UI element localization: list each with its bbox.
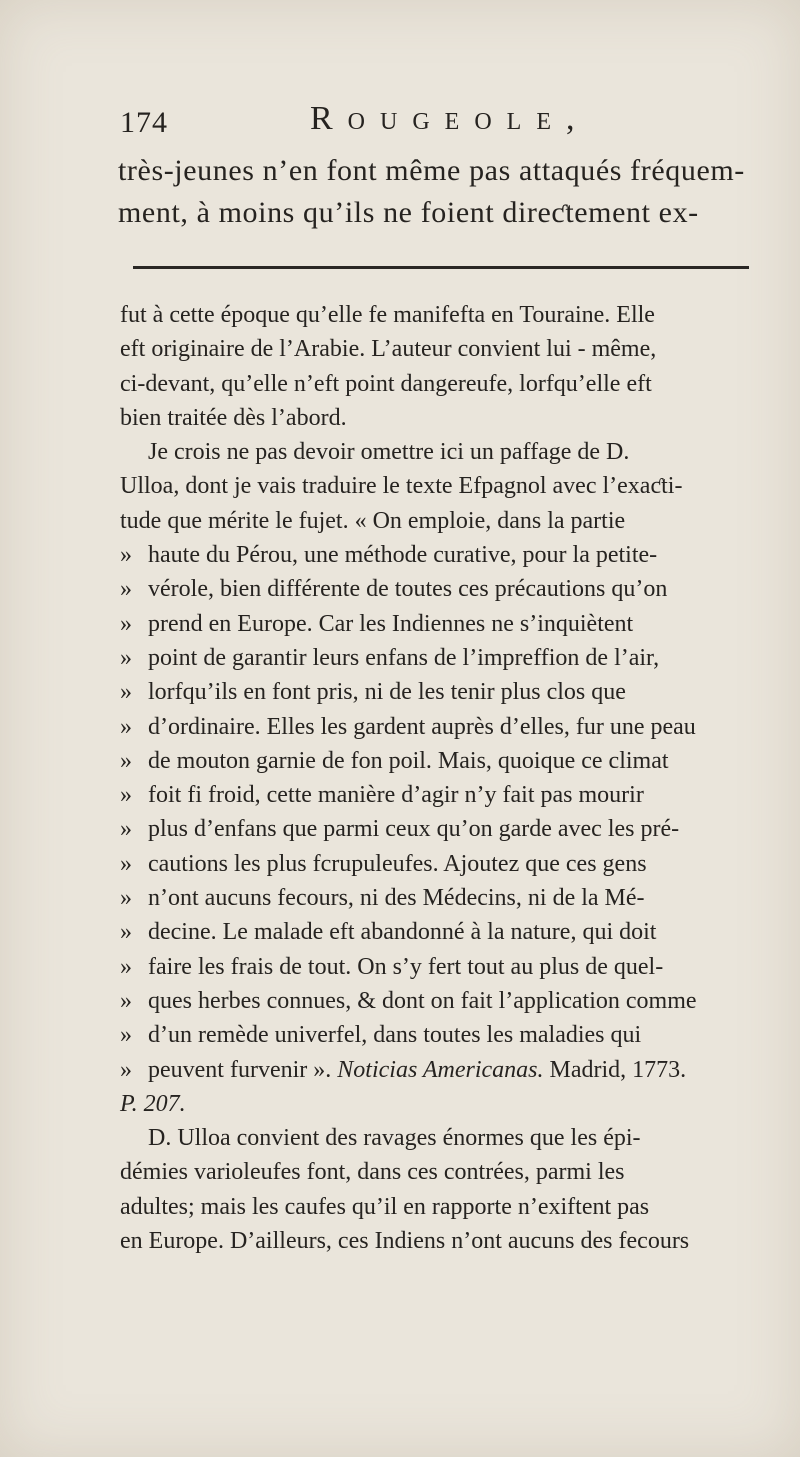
quote-mark: »: [120, 987, 132, 1014]
quote-line-text: prend en Europe. Car les Indiennes ne s’inquiètent: [148, 610, 634, 637]
quote-line: [120, 641, 760, 675]
quote-line-text: cautions les plus fcrupuleufes. Ajoutez que ces gens: [148, 850, 647, 877]
quote-line: [120, 607, 760, 641]
quote-mark: »: [120, 713, 132, 740]
quote-mark: »: [120, 610, 132, 637]
quote-line-text: de mouton garnie de fon poil. Mais, quoique ce climat: [148, 747, 669, 774]
quote-mark: »: [120, 576, 132, 603]
text-line: adultes; mais les caufes qu’il en rapporte n’exiftent pas: [120, 1193, 650, 1220]
quote-line: [120, 710, 760, 744]
page-header: [120, 100, 760, 140]
text-line: fut à cette époque qu’elle fe manifefta en Touraine. Elle: [120, 302, 655, 328]
quote-line: [120, 847, 760, 881]
citation-page: P. 207.: [120, 1090, 186, 1117]
quote-line-text: d’un remède univerfel, dans toutes les maladies qui: [148, 1022, 642, 1049]
quote-line-text: lorfqu’ils en font pris, ni de les tenir plus clos que: [148, 679, 626, 706]
quote-mark: »: [120, 816, 132, 843]
quote-line-text: plus d’enfans que parmi ceux qu’on garde avec les pré-: [148, 816, 680, 843]
text-line: démies varioleufes font, dans ces contrées, parmi les: [120, 1159, 625, 1186]
quote-line-last: [120, 1053, 760, 1087]
upper-text-line: ment, à moins qu’ils ne foient direƈtement ex-: [118, 196, 699, 229]
upper-text-line: très-jeunes n’en font même pas attaqués fréquem-: [118, 154, 745, 187]
quote-mark: »: [120, 1056, 132, 1083]
text-line: tude que mérite le fujet. « On emploie, dans la partie: [120, 507, 626, 534]
quote-mark: »: [120, 1022, 132, 1049]
quote-mark: »: [120, 679, 132, 706]
quote-line: [120, 744, 760, 778]
quote-line: [120, 538, 760, 572]
quote-line-text: vérole, bien différente de toutes ces précautions qu’on: [148, 576, 668, 603]
citation-title: Noticias Americanas.: [337, 1056, 544, 1083]
quote-line: [120, 881, 760, 915]
upper-text-block: [118, 150, 748, 234]
quote-mark: »: [120, 885, 132, 912]
quote-line: [120, 675, 760, 709]
quote-line: [120, 812, 760, 846]
quote-line-text: n’ont aucuns fecours, ni des Médecins, ni de la Mé-: [148, 885, 645, 912]
quote-line: [120, 984, 760, 1018]
text-line: bien traitée dès l’abord.: [120, 404, 347, 431]
running-title: Rougeole,: [310, 100, 590, 137]
quote-mark: »: [120, 782, 132, 809]
quote-line-text: d’ordinaire. Elles les gardent auprès d’elles, fur une peau: [148, 713, 696, 740]
text-line: D. Ulloa convient des ravages énormes que les épi-: [148, 1125, 641, 1152]
text-line: eft originaire de l’Arabie. L’auteur convient lui - même,: [120, 336, 657, 363]
quote-line: [120, 950, 760, 984]
quote-line-text: peuvent furvenir ».: [148, 1056, 332, 1083]
page-number: 174: [120, 106, 168, 139]
quote-mark: »: [120, 644, 132, 671]
text-line: Je crois ne pas devoir omettre ici un paffage de D.: [148, 439, 630, 466]
quote-mark: »: [120, 747, 132, 774]
quote-line-text: point de garantir leurs enfans de l’impreffion de l’air,: [148, 644, 660, 671]
text-line: Ulloa, dont je vais traduire le texte Efpagnol avec l’exaƈti-: [120, 473, 683, 500]
quote-mark: »: [120, 542, 132, 569]
quote-line-text: ques herbes connues, & dont on fait l’application comme: [148, 987, 697, 1014]
text-line: en Europe. D’ailleurs, ces Indiens n’ont aucuns des fecours: [120, 1228, 690, 1255]
quote-mark: »: [120, 850, 132, 877]
quote-line: [120, 915, 760, 949]
quote-line: [120, 1018, 760, 1052]
body-text: [120, 298, 760, 1258]
quote-mark: »: [120, 919, 132, 946]
separator-rule: [133, 266, 749, 269]
quote-line: [120, 572, 760, 606]
quote-line-text: decine. Le malade eft abandonné à la nature, qui doit: [148, 919, 657, 946]
quote-line-text: haute du Pérou, une méthode curative, pour la petite-: [148, 542, 658, 569]
quote-line: [120, 778, 760, 812]
citation-details: Madrid, 1773.: [549, 1056, 687, 1083]
text-line: ci-devant, qu’elle n’eft point dangereufe, lorfqu’elle eft: [120, 370, 652, 397]
quote-line-text: faire les frais de tout. On s’y fert tout au plus de quel-: [148, 953, 664, 980]
quote-line-text: foit fi froid, cette manière d’agir n’y fait pas mourir: [148, 782, 644, 809]
quote-mark: »: [120, 953, 132, 980]
